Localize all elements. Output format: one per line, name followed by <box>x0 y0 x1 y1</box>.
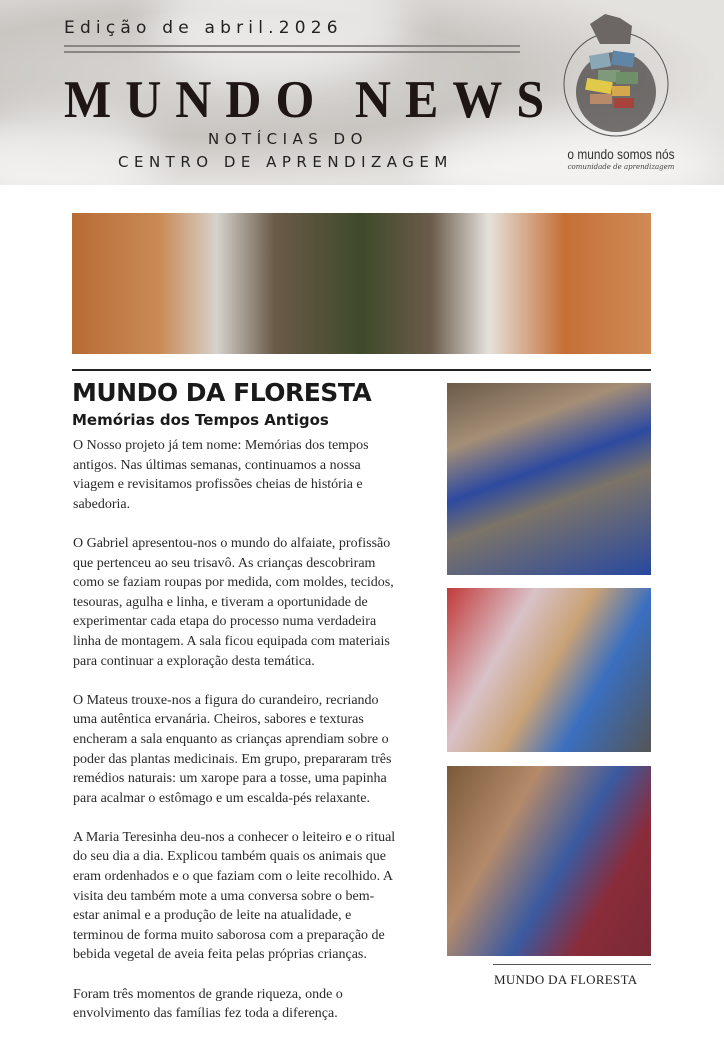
footer-rule <box>493 964 651 965</box>
paragraph-line: uma autêntica ervanária. Cheiros, sabores e texturas <box>73 712 364 728</box>
paragraph-line: encheram a sala enquanto as crianças aprendiam sobre o <box>73 731 389 747</box>
paragraph-line: para acalmar o estômago e um escalda-pés relaxante. <box>73 790 370 806</box>
logo-tagline: comunidade de aprendizagem <box>567 163 675 171</box>
article-title: MUNDO DA FLORESTA <box>72 378 372 407</box>
paragraph-line: que pertenceu ao seu trisavô. As crianças descobriram <box>73 555 376 571</box>
article-paragraph <box>73 828 439 965</box>
header-rule <box>64 51 520 53</box>
paragraph-line: experimentar cada etapa do processo numa verdadeira <box>73 614 377 630</box>
photo-foot-bath <box>447 383 651 575</box>
paragraph-line: remédios naturais: um xarope para a tosse, uma papinha <box>73 771 387 787</box>
paragraph-line: O Nosso projeto já tem nome: Memórias dos tempos <box>73 438 369 453</box>
paragraph-line: envolvimento das famílias fez toda a diferença. <box>73 1006 338 1022</box>
logo-name: o mundo somos nós <box>567 146 675 162</box>
paragraph-line: linha de montagem. A sala ficou equipada com materiais <box>73 633 390 649</box>
paragraph-line: viagem e revisitamos profissões cheias de história e <box>73 477 363 493</box>
article-subtitle: Memórias dos Tempos Antigos <box>72 411 329 429</box>
paragraph-line: O Mateus trouxe-nos a figura do curandeiro, recriando <box>73 692 379 708</box>
paragraph-line: estar animal e a produção de leite na atualidade, e <box>73 908 352 924</box>
article-paragraph <box>73 691 439 809</box>
paragraph-line: visita deu também mote a uma conversa sobre o bem- <box>73 888 375 904</box>
paragraph-line: bebida vegetal de aveia feita pelas próprias crianças. <box>73 947 367 963</box>
paragraph-line: antigos. Nas últimas semanas, continuamos a nossa <box>73 457 361 473</box>
paragraph-line: sabedoria. <box>73 496 131 512</box>
paragraph-line: do seu dia a dia. Explicou também quais os animais que <box>73 849 386 865</box>
article-paragraph <box>73 534 439 671</box>
paragraph-line: terminou de forma muito saborosa com a preparação de <box>73 927 385 943</box>
header-rule <box>64 45 520 47</box>
paragraph-line: poder das plantas medicinais. Em grupo, prepararam três <box>73 751 392 767</box>
masthead-title: MUNDO NEWS <box>64 69 559 129</box>
photo-children-table <box>447 588 651 752</box>
footer-section-name: MUNDO DA FLORESTA <box>494 972 638 987</box>
article-paragraph <box>73 436 439 514</box>
hero-photo-herbs-bowl <box>72 213 651 354</box>
paragraph-line: como se faziam roupas por medida, com moldes, tecidos, <box>73 575 394 591</box>
article-paragraph <box>73 985 439 1024</box>
photo-child-bowl <box>447 766 651 956</box>
newsletter-header <box>0 0 724 185</box>
paragraph-line: para continuar a exploração desta temática. <box>73 653 315 669</box>
pinecone-logo <box>560 14 672 139</box>
paragraph-line: eram ordenhados e o que faziam com o leite recolhido. A <box>73 869 393 885</box>
subhead-line-2: CENTRO DE APRENDIZAGEM <box>118 153 453 171</box>
paragraph-line: tesouras, agulha e linha, e tiveram a oportunidade de <box>73 594 368 610</box>
section-divider <box>72 369 651 371</box>
paragraph-line: A Maria Teresinha deu-nos a conhecer o leiteiro e o ritual <box>73 829 396 845</box>
subhead-line-1: NOTÍCIAS DO <box>208 130 368 148</box>
edition-date: Edição de abril.2026 <box>64 18 343 38</box>
paragraph-line: Foram três momentos de grande riqueza, onde o <box>73 986 343 1002</box>
article-body <box>73 436 439 1043</box>
paragraph-line: O Gabriel apresentou-nos o mundo do alfaiate, profissão <box>73 535 391 551</box>
